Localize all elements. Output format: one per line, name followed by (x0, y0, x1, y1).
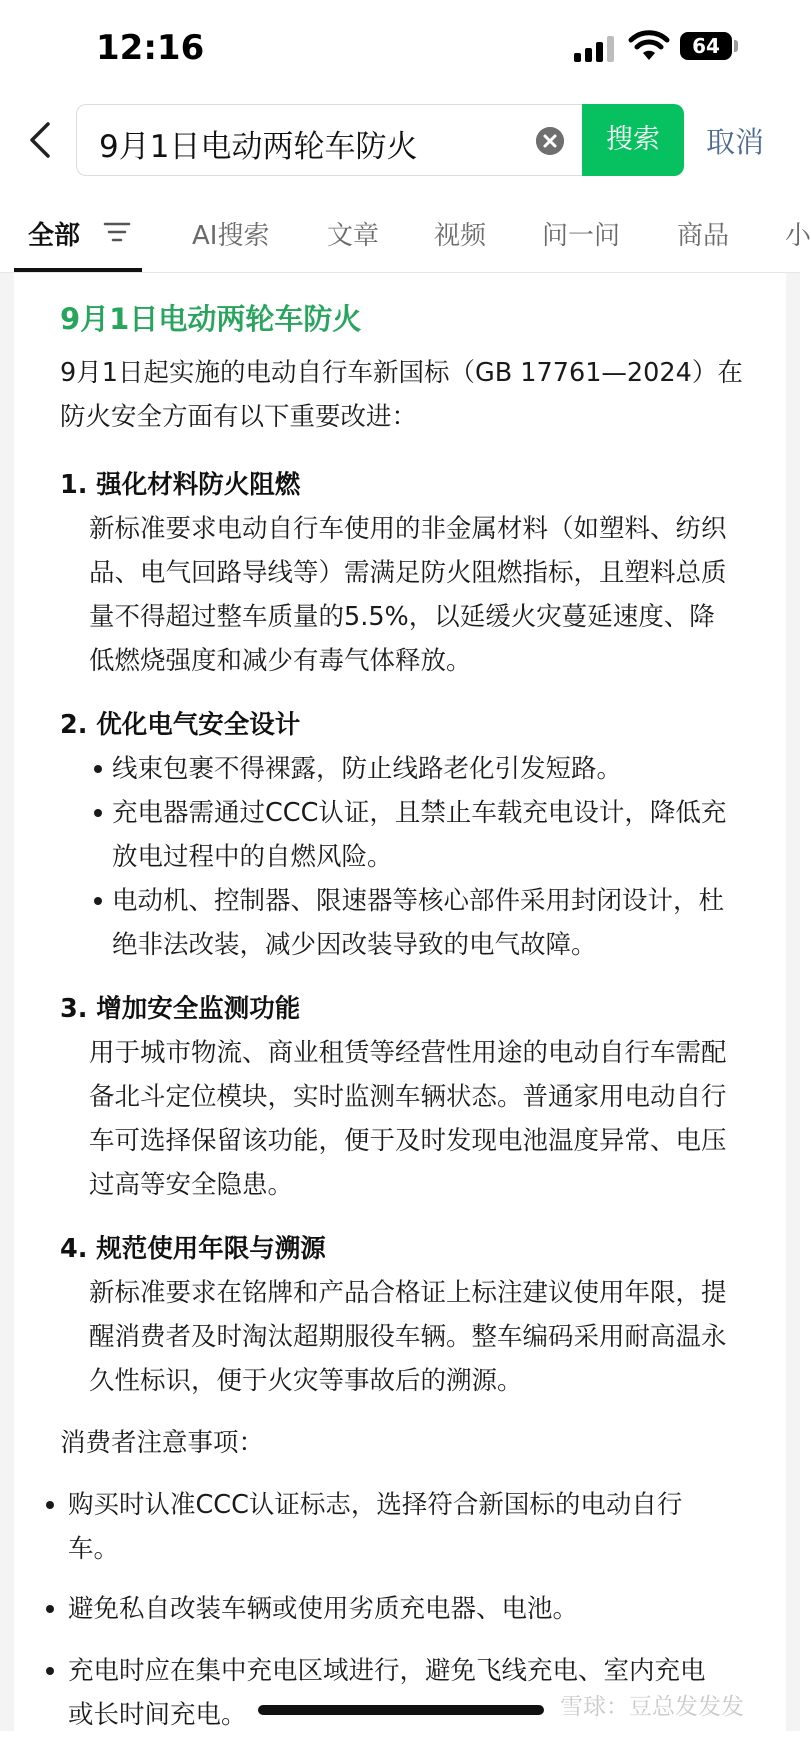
battery-tip (734, 40, 738, 52)
bullet-text: 放电过程中的自燃风险。 (112, 842, 393, 872)
bullet-text: 电动机、控制器、限速器等核心部件采用封闭设计，杜 (112, 886, 725, 916)
bullet-dot (46, 1605, 54, 1613)
section-text: 量不得超过整车质量的5.5%，以延缓火灾蔓延速度、降 (89, 602, 715, 632)
section-text: 过高等安全隐患。 (89, 1170, 294, 1200)
section-title: 2. 优化电气安全设计 (60, 710, 301, 740)
tab-ai-search[interactable]: AI搜索 (192, 221, 270, 251)
battery-icon: 64 (680, 32, 732, 60)
filter-icon[interactable] (104, 221, 130, 243)
search-input[interactable] (76, 104, 582, 176)
note-text: 避免私自改装车辆或使用劣质充电器、电池。 (68, 1594, 579, 1624)
tab-ask[interactable]: 问一问 (542, 221, 621, 251)
section-title: 1. 强化材料防火阻燃 (60, 470, 301, 500)
section-text: 新标准要求在铭牌和产品合格证上标注建议使用年限，提 (89, 1278, 727, 1308)
note-text: 或长时间充电。 (68, 1700, 247, 1730)
wifi-icon (628, 30, 670, 62)
notes-title: 消费者注意事项： (60, 1428, 265, 1458)
tab-products[interactable]: 商品 (677, 221, 730, 251)
search-query[interactable]: 9月1日电动两轮车防火 (99, 129, 418, 165)
tab-videos[interactable]: 视频 (434, 221, 487, 251)
clear-icon[interactable] (536, 127, 564, 155)
section-text: 醒消费者及时淘汰超期服役车辆。整车编码采用耐高温永 (89, 1322, 727, 1352)
section-title: 3. 增加安全监测功能 (60, 994, 301, 1024)
bullet-dot (94, 897, 102, 905)
section-text: 新标准要求电动自行车使用的非金属材料（如塑料、纺织 (89, 514, 727, 544)
status-time: 12:16 (96, 28, 205, 68)
note-text: 充电时应在集中充电区域进行，避免飞线充电、室内充电 (68, 1656, 706, 1686)
bullet-dot (94, 809, 102, 817)
section-text: 备北斗定位模块，实时监测车辆状态。普通家用电动自行 (89, 1082, 727, 1112)
status-bar (0, 0, 800, 96)
ai-answer-card (14, 273, 786, 1753)
back-arrow-icon[interactable] (26, 120, 56, 160)
bullet-dot (94, 765, 102, 773)
search-button[interactable]: 搜索 (582, 104, 684, 176)
section-text: 品、电气回路导线等）需满足防火阻燃指标，且塑料总质 (89, 558, 727, 588)
tab-more[interactable]: 小 (785, 221, 811, 251)
watermark: 雪球：豆总发发发 (560, 1694, 744, 1720)
intro-line: 9月1日起实施的电动自行车新国标（GB 17761—2024）在 (60, 358, 743, 388)
bullet-dot (46, 1501, 54, 1509)
category-tabs (0, 205, 811, 275)
intro-line: 防火安全方面有以下重要改进： (60, 402, 418, 432)
section-text: 低燃烧强度和减少有毒气体释放。 (89, 646, 472, 676)
answer-title: 9月1日电动两轮车防火 (60, 302, 362, 336)
bullet-text: 线束包裹不得裸露，防止线路老化引发短路。 (112, 754, 623, 784)
section-text: 车可选择保留该功能，便于及时发现电池温度异常、电压 (89, 1126, 727, 1156)
note-text: 购买时认准CCC认证标志，选择符合新国标的电动自行 (68, 1490, 683, 1520)
home-indicator[interactable] (258, 1705, 544, 1715)
cancel-button[interactable]: 取消 (706, 125, 765, 159)
cellular-signal-icon (574, 36, 618, 62)
bullet-text: 充电器需通过CCC认证，且禁止车载充电设计，降低充 (112, 798, 727, 828)
search-bar (0, 100, 800, 178)
section-text: 久性标识，便于火灾等事故后的溯源。 (89, 1366, 523, 1396)
section-title: 4. 规范使用年限与溯源 (60, 1234, 326, 1264)
tab-all[interactable]: 全部 (28, 221, 81, 251)
tab-articles[interactable]: 文章 (327, 221, 380, 251)
results-area (0, 273, 800, 1731)
bullet-text: 绝非法改装，减少因改装导致的电气故障。 (112, 930, 597, 960)
bullet-dot (46, 1667, 54, 1675)
section-text: 用于城市物流、商业租赁等经营性用途的电动自行车需配 (89, 1038, 727, 1068)
note-text: 车。 (68, 1534, 120, 1564)
